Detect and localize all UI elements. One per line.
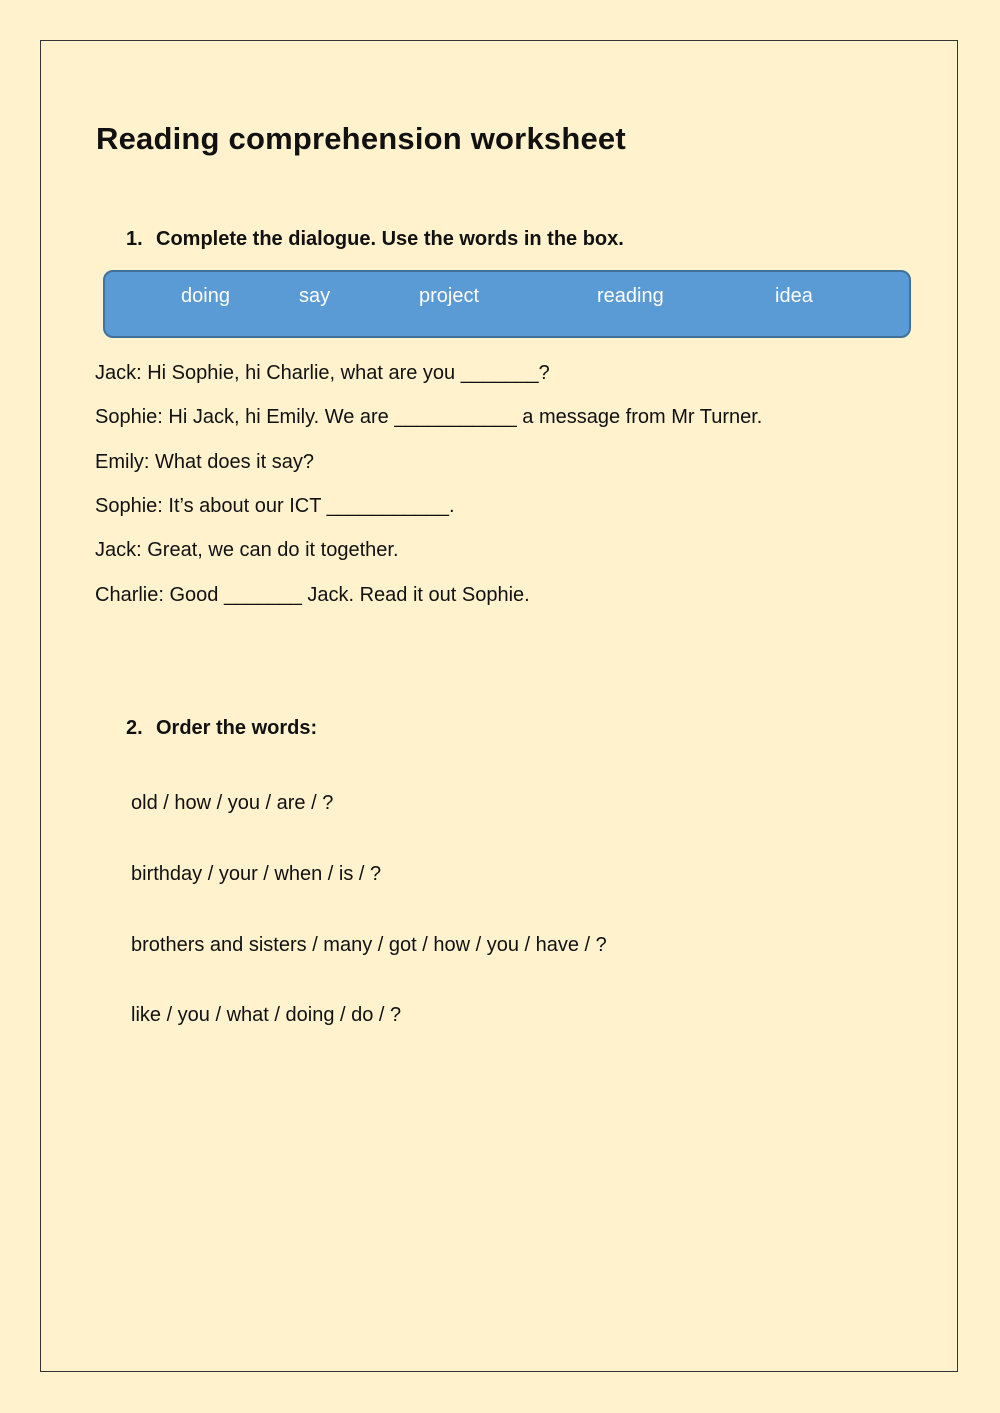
section-1-heading — [126, 228, 624, 251]
dialogue-line: Sophie: It’s about our ICT ___________. — [95, 495, 455, 517]
dialogue-line: Sophie: Hi Jack, hi Emily. We are ___________ a message from Mr Turner. — [95, 406, 763, 428]
dialogue-line: Jack: Hi Sophie, hi Charlie, what are you _______? — [95, 362, 550, 384]
section-1-heading-text: Complete the dialogue. Use the words in the box. — [156, 228, 624, 250]
section-2-heading-text: Order the words: — [156, 717, 318, 739]
section-1-number: 1. — [126, 228, 143, 250]
order-item: brothers and sisters / many / got / how / you / have / ? — [131, 934, 607, 956]
page-title: Reading comprehension worksheet — [96, 121, 626, 156]
word-box-item: project — [419, 285, 480, 307]
word-box-item: reading — [597, 285, 664, 307]
order-item: like / you / what / doing / do / ? — [131, 1004, 402, 1026]
dialogue-line: Jack: Great, we can do it together. — [95, 539, 399, 561]
word-box — [103, 270, 911, 338]
dialogue-line: Charlie: Good _______ Jack. Read it out Sophie. — [95, 584, 530, 606]
word-box-item: say — [299, 285, 331, 307]
word-box-item: idea — [775, 285, 813, 307]
worksheet-page — [40, 40, 958, 1372]
order-item: birthday / your / when / is / ? — [131, 863, 382, 885]
word-box-item: doing — [181, 285, 230, 307]
dialogue-line: Emily: What does it say? — [95, 451, 314, 473]
section-2-heading — [126, 717, 317, 740]
section-2-number: 2. — [126, 717, 143, 739]
order-item: old / how / you / are / ? — [131, 792, 334, 814]
